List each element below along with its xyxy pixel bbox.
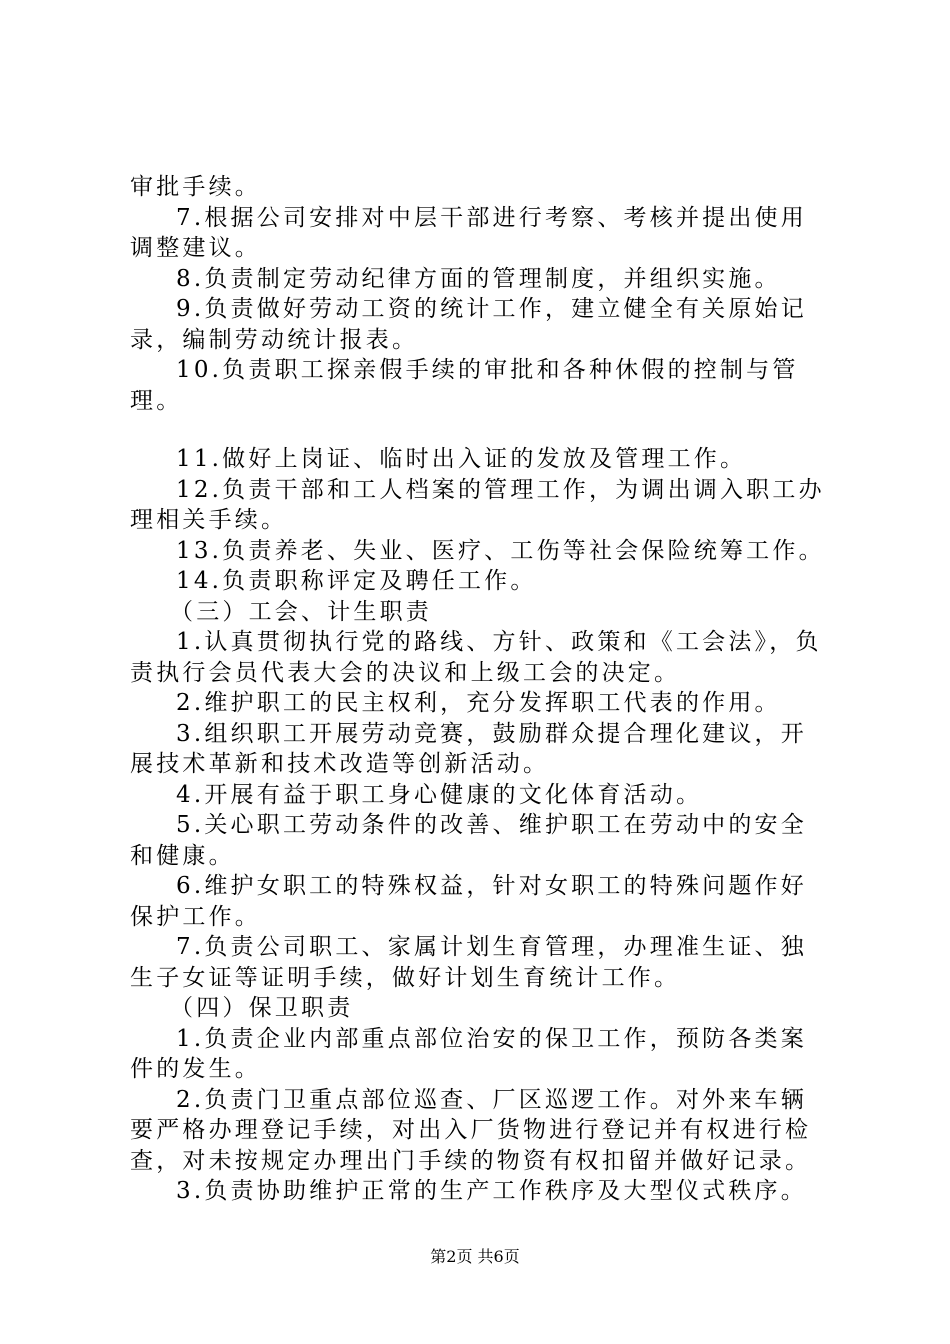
paragraph: 7.根据公司安排对中层干部进行考察、考核并提出使用调整建议。 — [130, 204, 807, 261]
paragraph: 1.认真贯彻执行党的路线、方针、政策和《工会法》，负责执行会员代表大会的决议和上级工会的决定。 — [130, 629, 822, 686]
section-heading: （四）保卫职责 — [170, 995, 354, 1021]
paragraph: 审批手续。 — [130, 174, 261, 200]
paragraph: 2.维护职工的民主权利，充分发挥职工代表的作用。 — [176, 690, 781, 716]
paragraph: 14.负责职称评定及聘任工作。 — [176, 568, 537, 594]
paragraph: 3.负责协助维护正常的生产工作秩序及大型仪式秩序。 — [176, 1178, 807, 1204]
paragraph: 11.做好上岗证、临时出入证的发放及管理工作。 — [176, 446, 747, 472]
paragraph: 5.关心职工劳动条件的改善、维护职工在劳动中的安全和健康。 — [130, 812, 807, 869]
page-footer: 第2页 共6页 — [430, 1247, 520, 1266]
paragraph: 3.组织职工开展劳动竞赛，鼓励群众提合理化建议，开展技术革新和技术改造等创新活动。 — [130, 720, 807, 777]
paragraph: 6.维护女职工的特殊权益，针对女职工的特殊问题作好保护工作。 — [130, 873, 807, 930]
paragraph: 8.负责制定劳动纪律方面的管理制度，并组织实施。 — [176, 265, 781, 292]
paragraph: 10.负责职工探亲假手续的审批和各种休假的控制与管理。 — [130, 357, 799, 414]
document-body — [130, 172, 830, 1207]
paragraph: 13.负责养老、失业、医疗、工伤等社会保险统筹工作。 — [176, 537, 825, 564]
paragraph: 4.开展有益于职工身心健康的文化体育活动。 — [176, 781, 703, 808]
paragraph: 2.负责门卫重点部位巡查、厂区巡逻工作。对外来车辆要严格办理登记手续，对出入厂货物进行登记并有权进行检查，对未按规定办理出门手续的物资有权扣留并做好记录。 — [130, 1086, 812, 1174]
section-heading: （三）工会、计生职责 — [170, 598, 432, 625]
paragraph: 1.负责企业内部重点部位治安的保卫工作，预防各类案件的发生。 — [130, 1025, 807, 1082]
paragraph: 12.负责干部和工人档案的管理工作，为调出调入职工办理相关手续。 — [130, 476, 825, 533]
paragraph: 7.负责公司职工、家属计划生育管理，办理准生证、独生子女证等证明手续，做好计划生育统计工作。 — [130, 934, 807, 991]
paragraph: 9.负责做好劳动工资的统计工作，建立健全有关原始记录，编制劳动统计报表。 — [130, 296, 807, 353]
